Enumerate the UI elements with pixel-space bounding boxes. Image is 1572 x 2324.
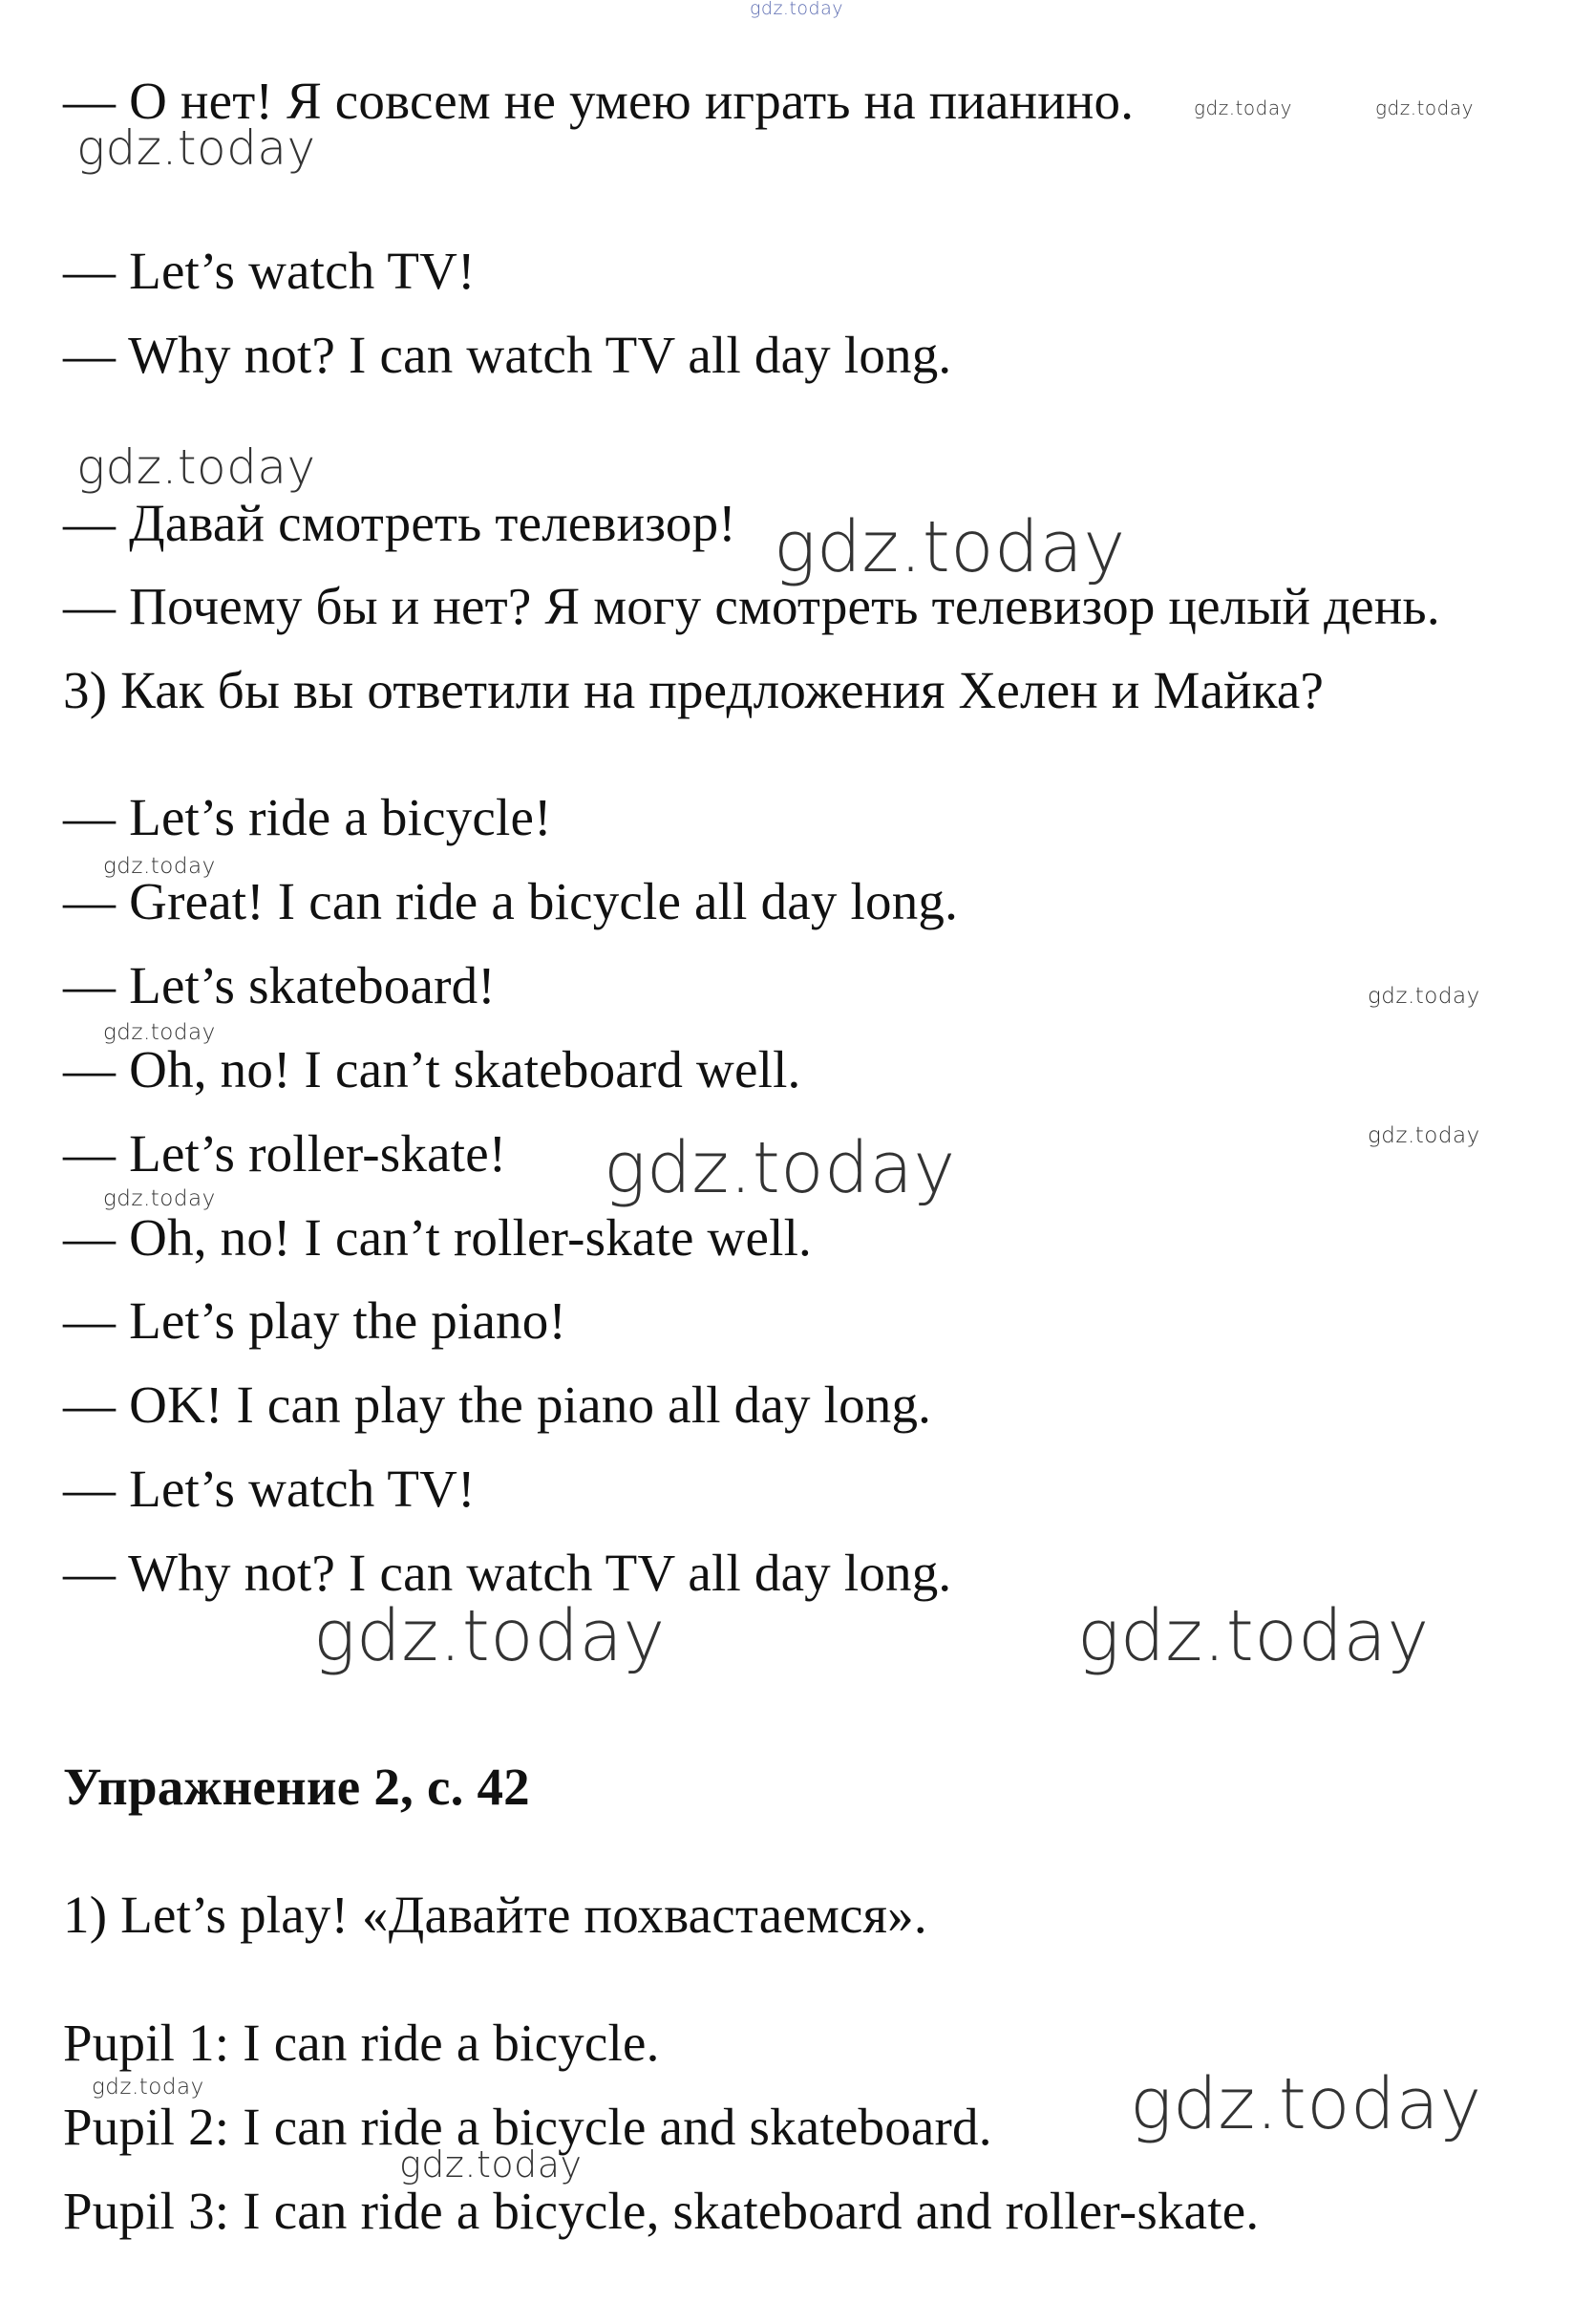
watermark: gdz.today bbox=[774, 506, 1126, 588]
text-line: 3) Как бы вы ответили на предложения Хелен и Майка? bbox=[63, 661, 1325, 719]
text-line: — Why not? I can watch TV all day long. bbox=[63, 1544, 952, 1602]
watermark: gdz.today bbox=[103, 854, 216, 879]
text-line: — Let’s watch TV! bbox=[63, 1460, 476, 1518]
text-line: Pupil 2: I can ride a bicycle and skateboard. bbox=[63, 2098, 992, 2156]
watermark: gdz.today bbox=[750, 0, 843, 19]
text-line: Pupil 3: I can ride a bicycle, skateboard and roller-skate. bbox=[63, 2182, 1260, 2240]
text-line: — Давай смотреть телевизор! bbox=[63, 494, 736, 552]
watermark: gdz.today bbox=[1130, 2063, 1482, 2145]
watermark: gdz.today bbox=[92, 2075, 204, 2100]
watermark: gdz.today bbox=[1077, 1595, 1430, 1677]
watermark: gdz.today bbox=[1368, 984, 1480, 1009]
text-line: — Let’s skateboard! bbox=[63, 956, 496, 1014]
text-line: — Great! I can ride a bicycle all day long. bbox=[63, 872, 959, 930]
text-line: — Let’s play the piano! bbox=[63, 1291, 566, 1350]
watermark: gdz.today bbox=[103, 1186, 216, 1211]
text-line: Pupil 1: I can ride a bicycle. bbox=[63, 2014, 660, 2072]
text-line: — Let’s roller-skate! bbox=[63, 1124, 507, 1183]
watermark: gdz.today bbox=[313, 1595, 666, 1677]
watermark: gdz.today bbox=[103, 1020, 216, 1045]
text-line: — О нет! Я совсем не умею играть на пианино. bbox=[63, 72, 1135, 130]
watermark: gdz.today bbox=[1194, 96, 1292, 119]
text-line: — OK! I can play the piano all day long. bbox=[63, 1375, 932, 1434]
watermark: gdz.today bbox=[399, 2143, 583, 2185]
exercise-heading: Упражнение 2, с. 42 bbox=[63, 1758, 530, 1816]
text-line: — Why not? I can watch TV all day long. bbox=[63, 326, 952, 384]
watermark: gdz.today bbox=[76, 439, 316, 495]
text-line: 1) Let’s play! «Давайте похвастаемся». bbox=[63, 1886, 927, 1944]
text-line: — Oh, no! I can’t roller-skate well. bbox=[63, 1208, 812, 1267]
text-line: — Oh, no! I can’t skateboard well. bbox=[63, 1040, 801, 1098]
watermark: gdz.today bbox=[1368, 1123, 1480, 1148]
watermark: gdz.today bbox=[604, 1127, 956, 1209]
text-line: — Почему бы и нет? Я могу смотреть телевизор целый день. bbox=[63, 577, 1440, 635]
watermark: gdz.today bbox=[1375, 96, 1474, 119]
watermark: gdz.today bbox=[76, 120, 316, 176]
text-line: — Let’s ride a bicycle! bbox=[63, 788, 552, 846]
text-line: — Let’s watch TV! bbox=[63, 242, 476, 300]
